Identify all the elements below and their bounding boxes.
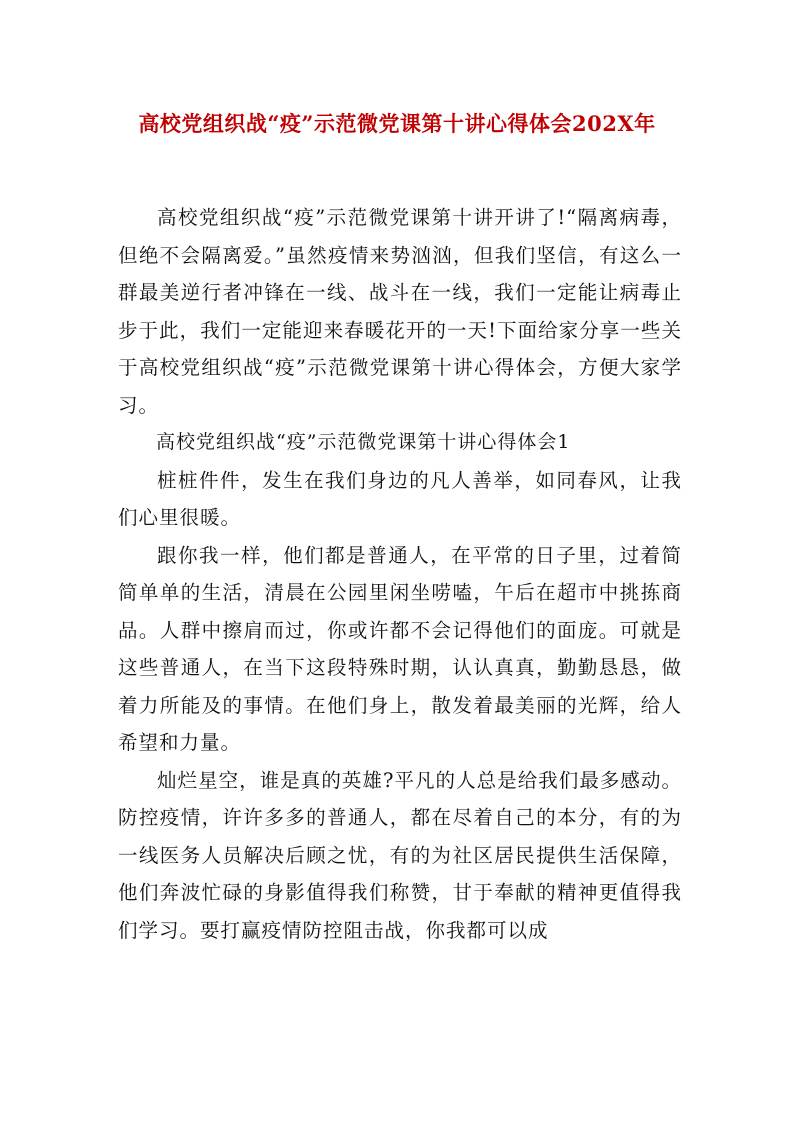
body-paragraph-1: 桩桩件件，发生在我们身边的凡人善举，如同春风，让我们心里很暖。 xyxy=(118,468,682,529)
document-body xyxy=(118,199,682,949)
body-paragraph-2: 跟你我一样，他们都是普通人，在平常的日子里，过着简简单单的生活，清晨在公园里闲坐唠嗑，午后在超市中挑拣商品。人群中擦肩而过，你或许都不会记得他们的面庞。可就是这些普通人，在当下这段特殊时期，认认真真，勤勤恳恳，做着力所能及的事情。在他们身上，散发着最美丽的光辉，给人希望和力量。 xyxy=(118,543,682,754)
document-title: 高校党组织战“疫”示范微党课第十讲心得体会202X年 xyxy=(138,111,656,136)
section-heading: 高校党组织战“疫”示范微党课第十讲心得体会1 xyxy=(156,431,571,453)
intro-paragraph: 高校党组织战“疫”示范微党课第十讲开讲了!“隔离病毒，但绝不会隔离爱。”虽然疫情来势汹汹，但我们坚信，有这么一群最美逆行者冲锋在一线、战斗在一线，我们一定能让病毒止步于此，我们一定能迎来春暖花开的一天!下面给家分享一些关于高校党组织战“疫”示范微党课第十讲心得体会，方便大家学习。 xyxy=(118,206,682,417)
body-paragraph-3: 灿烂星空，谁是真的英雄?平凡的人总是给我们最多感动。防控疫情，许许多多的普通人，都在尽着自己的本分，有的为一线医务人员解决后顾之忧，有的为社区居民提供生活保障，他们奔波忙碌的身影值得我们称赞，甘于奉献的精神更值得我们学习。要打赢疫情防控阻击战，你我都可以成 xyxy=(118,768,682,942)
